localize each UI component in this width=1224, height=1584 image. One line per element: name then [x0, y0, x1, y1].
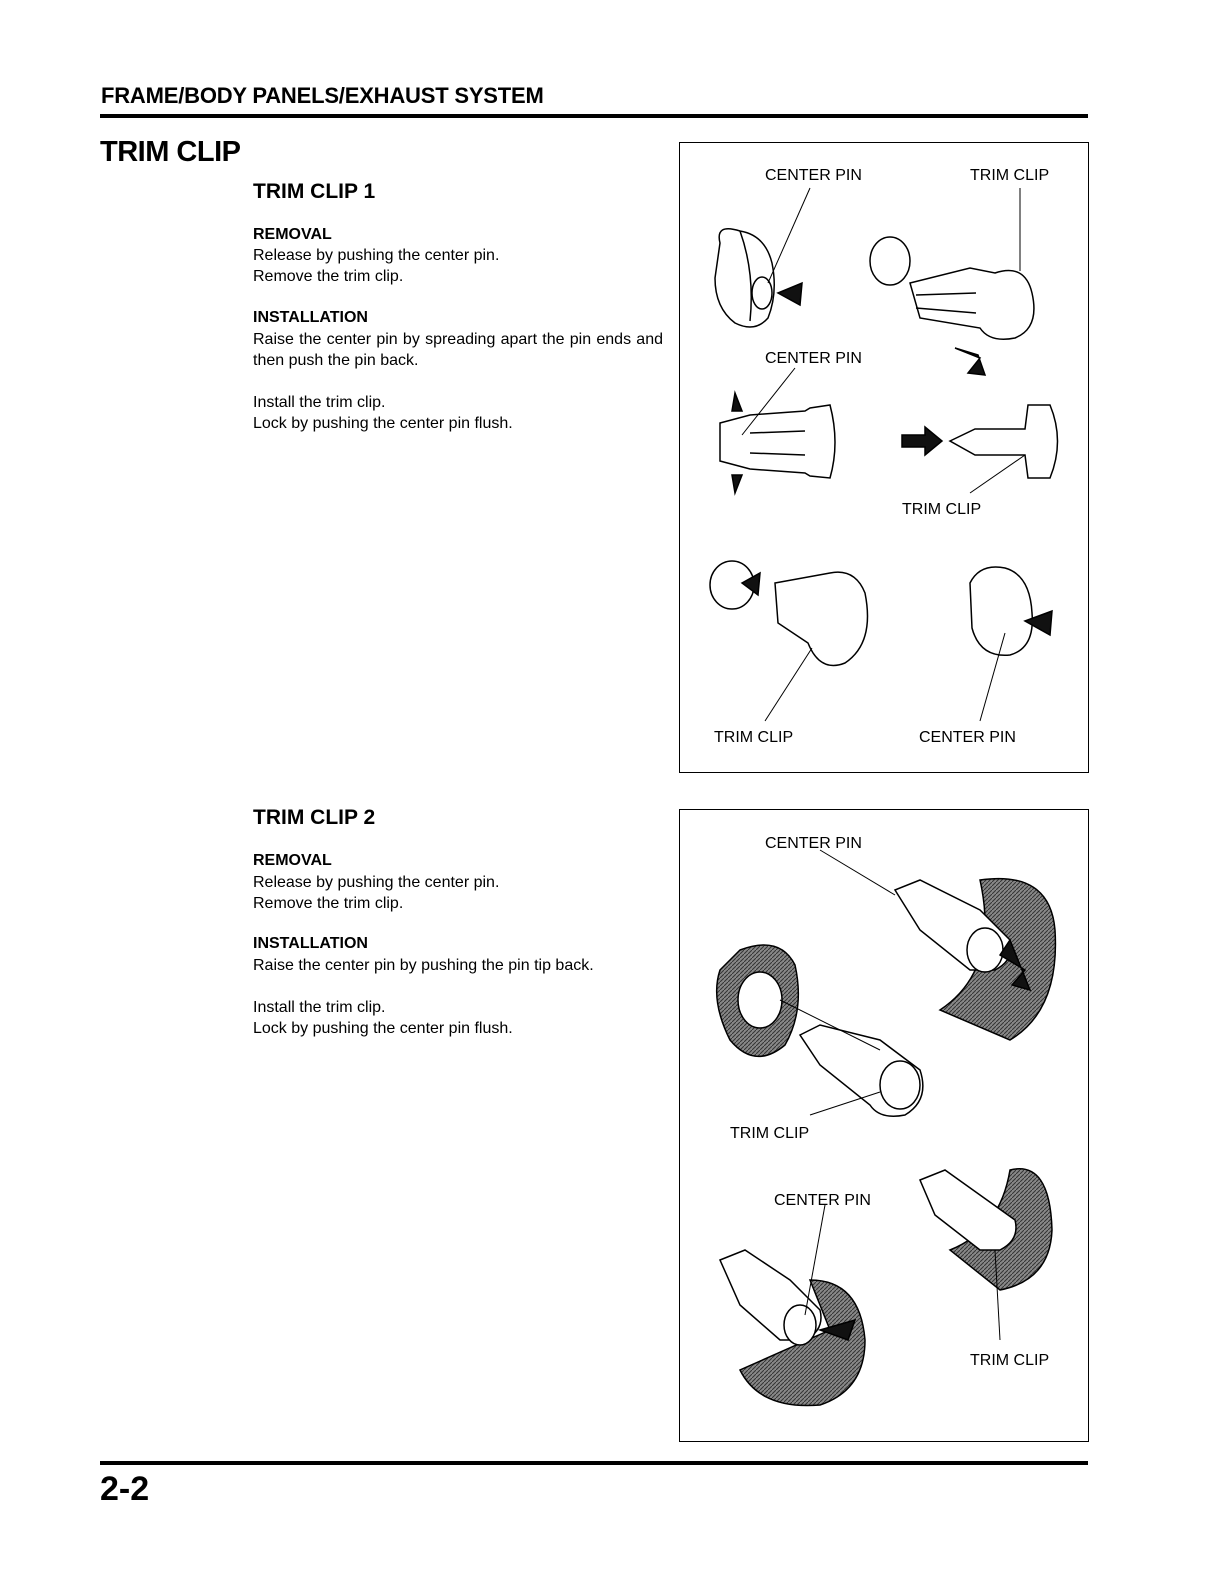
clip2-install-line: Lock by pushing the center pin flush. — [253, 1020, 513, 1037]
label-center-pin: CENTER PIN — [774, 1192, 871, 1209]
locked-clip-illustration — [920, 1170, 1016, 1250]
section-title: TRIM CLIP — [100, 136, 241, 168]
label-trim-clip: TRIM CLIP — [714, 729, 794, 746]
clip2-installation-steps — [253, 997, 663, 1039]
insert-arrow-icon — [902, 427, 942, 455]
clip2-removal-line: Release by pushing the center pin. — [253, 874, 500, 891]
clip1-removal-line: Release by pushing the center pin. — [253, 247, 500, 264]
clip1-removal-heading: REMOVAL — [253, 226, 332, 243]
footer-rule — [100, 1461, 1088, 1465]
trim-clip-illustration — [910, 268, 1034, 339]
spread-up-arrow-icon — [732, 393, 742, 411]
clip2-removal-line: Remove the trim clip. — [253, 895, 404, 912]
spread-pin-illustration — [720, 405, 835, 478]
assembled-clip-illustration — [775, 572, 868, 665]
pin-cap-illustration — [870, 237, 910, 285]
clip2-removal-text — [253, 872, 663, 914]
clip2-figure — [679, 809, 1089, 1442]
clip2-install-line: Install the trim clip. — [253, 999, 386, 1016]
header-title: FRAME/BODY PANELS/EXHAUST SYSTEM — [101, 83, 544, 108]
label-center-pin: CENTER PIN — [765, 167, 862, 184]
label-center-pin: CENTER PIN — [765, 835, 862, 852]
direction-arrow-icon — [955, 348, 985, 375]
clip1-install-line: Install the trim clip. — [253, 394, 386, 411]
clip2-title: TRIM CLIP 2 — [253, 806, 376, 829]
header-rule — [100, 114, 1088, 118]
clip2-figure-drawing — [680, 810, 1088, 1441]
spread-down-arrow-icon — [732, 475, 742, 493]
label-trim-clip: TRIM CLIP — [730, 1125, 810, 1142]
clip2-removal-heading: REMOVAL — [253, 852, 332, 869]
clip1-installation-heading: INSTALLATION — [253, 309, 368, 326]
clip1-figure-drawing — [680, 143, 1088, 772]
push-arrow-icon — [778, 283, 802, 305]
clip1-removal-text — [253, 245, 663, 287]
label-center-pin: CENTER PIN — [919, 729, 1016, 746]
clip1-install-line: Lock by pushing the center pin flush. — [253, 415, 513, 432]
page-number: 2-2 — [100, 1470, 150, 1508]
locked-clip-illustration — [970, 567, 1032, 655]
label-center-pin: CENTER PIN — [765, 350, 862, 367]
installed-clip-illustration — [950, 405, 1058, 478]
label-trim-clip: TRIM CLIP — [970, 167, 1050, 184]
label-trim-clip: TRIM CLIP — [902, 501, 982, 518]
clip2-installation-paragraph: Raise the center pin by pushing the pin tip back. — [253, 957, 594, 974]
clip1-installation-steps — [253, 392, 663, 434]
clip1-figure — [679, 142, 1089, 773]
clip1-title: TRIM CLIP 1 — [253, 180, 376, 203]
clip1-removal-line: Remove the trim clip. — [253, 268, 404, 285]
label-trim-clip: TRIM CLIP — [970, 1352, 1050, 1369]
clip1-installation-paragraph: Raise the center pin by spreading apart the pin ends and then push the pin back. — [253, 331, 663, 369]
clip2-installation-heading: INSTALLATION — [253, 935, 368, 952]
